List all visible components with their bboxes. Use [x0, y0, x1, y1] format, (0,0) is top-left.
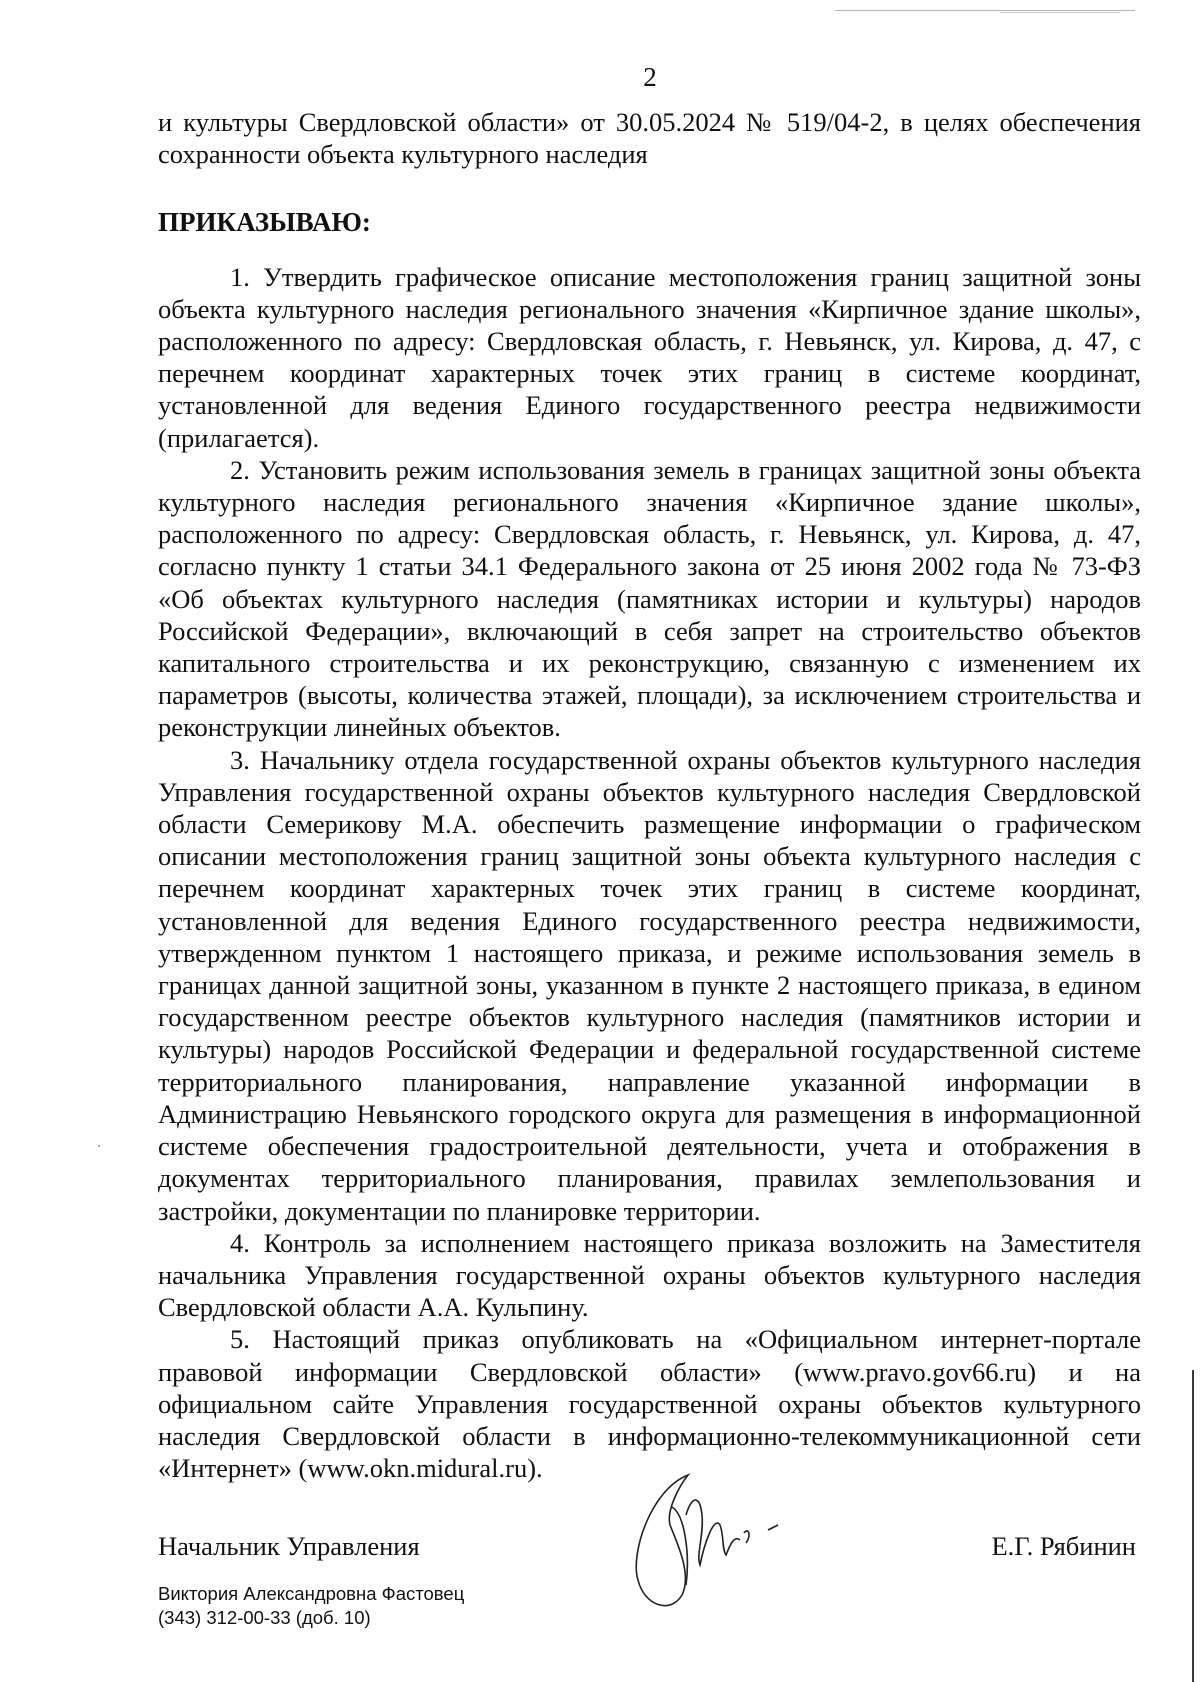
handwritten-signature	[630, 1455, 800, 1625]
order-item-4: 4. Контроль за исполнением настоящего приказа возложить на Заместителя начальника Управления государственной охраны объектов культурного наследия Свердловской области А.А. Кульпину.	[158, 1227, 1141, 1323]
order-item-2: 2. Установить режим использования земель в границах защитной зоны объекта культурного наследия регионального значения «Кирпичное здание школы», расположенного по адресу: Свердловская область, г. Невьянск, ул. Кирова, д. 47, согласно пункту 1 статьи 34.1 Федерального закона от 25 июня 2002 года № 73-ФЗ «Об объектах культурного наследия (памятниках истории и культуры) народов Российской Федерации», включающий в себя запрет на строительство объектов капитального строительства и их реконструкцию, связанную с изменением их параметров (высоты, количества этажей, площади), за исключением строительства и реконструкции линейных объектов.	[158, 454, 1141, 743]
scan-artifact-dot	[98, 1145, 100, 1147]
executor-contact	[158, 1582, 464, 1630]
signer-name: Е.Г. Рябинин	[991, 1531, 1136, 1561]
scan-artifact-line	[835, 10, 1135, 11]
executor-name: Виктория Александровна Фастовец	[158, 1583, 465, 1604]
order-item-1: 1. Утвердить графическое описание местоположения границ защитной зоны объекта культурного наследия регионального значения «Кирпичное здание школы», расположенного по адресу: Свердловская область, г. Невьянск, ул. Кирова, д. 47, с перечнем координат характерных точек этих границ в системе координат, установленной для ведения Единого государственного реестра недвижимости (прилагается).	[158, 261, 1141, 453]
signer-title: Начальник Управления	[158, 1531, 420, 1561]
order-item-3: 3. Начальнику отдела государственной охраны объектов культурного наследия Управления государственной охраны объектов культурного наследия Свердловской области Семерикову М.А. обеспечить размещение информации о графическом описании местоположения границ защитной зоны объекта культурного наследия с перечнем координат характерных точек этих границ в системе координат, установленной для ведения Единого государственного реестра недвижимости, утвержденном пунктом 1 настоящего приказа, и режиме использования земель в границах данной защитной зоны, указанном в пункте 2 настоящего приказа, в едином государственном реестре объектов культурного наследия (памятников истории и культуры) народов Российской Федерации и федеральной государственной системе территориального планирования, направление указанной информации в Администрацию Невьянского городского округа для размещения в информационной системе обеспечения градостроительной деятельности, учета и отображения в документах территориального планирования, правилах землепользования и застройки, документации по планировке территории.	[158, 744, 1141, 1226]
document-body	[158, 106, 1141, 1484]
intro-paragraph: и культуры Свердловской области» от 30.05.2024 № 519/04-2, в целях обеспечения сохранности объекта культурного наследия	[158, 107, 1141, 170]
order-heading: ПРИКАЗЫВАЮ:	[158, 207, 371, 238]
order-item-5: 5. Настоящий приказ опубликовать на «Официальном интернет-портале правовой информации Свердловской области» (www.pravo.gov66.ru) и на официальном сайте Управления государственной охраны объектов культурного наследия Свердловской области в информационно-телекоммуникационной сети «Интернет» (www.okn.midural.ru).	[158, 1324, 1141, 1484]
executor-phone: (343) 312-00-33 (доб. 10)	[158, 1607, 371, 1628]
scan-artifact-line	[1000, 12, 1120, 13]
page-number: 2	[643, 62, 657, 92]
scan-artifact-edge	[1192, 1370, 1194, 1682]
